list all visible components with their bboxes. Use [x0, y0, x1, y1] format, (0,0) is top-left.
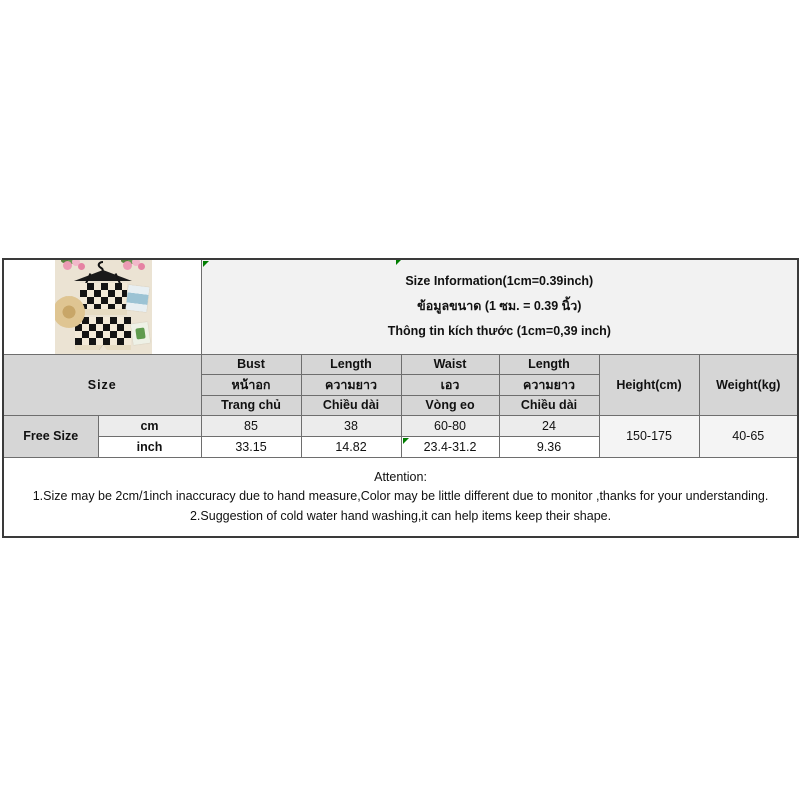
length2-cm-value: 24 — [499, 415, 599, 436]
excel-error-marker-icon — [403, 438, 409, 444]
unit-inch: inch — [98, 436, 201, 457]
size-chart-table — [2, 258, 799, 538]
header-waist-vi: Vòng eo — [401, 395, 499, 415]
title-line-vi: Thông tin kích thước (1cm=0,39 inch) — [387, 324, 611, 339]
checkered-crop-top — [80, 283, 127, 315]
header-bust-en: Bust — [201, 354, 301, 374]
bust-cm-value: 85 — [201, 415, 301, 436]
header-bust-vi: Trang chủ — [201, 395, 301, 415]
attention-line-2: 2.Suggestion of cold water hand washing,it can help items keep their shape. — [189, 508, 612, 523]
header-height: Height(cm) — [599, 354, 699, 415]
length2-inch-value: 9.36 — [499, 436, 599, 457]
height-value: 150-175 — [599, 415, 699, 457]
waist-inch-value — [401, 436, 499, 457]
header-length2-th: ความยาว — [499, 374, 599, 395]
header-weight: Weight(kg) — [699, 354, 798, 415]
length1-cm-value: 38 — [301, 415, 401, 436]
checkered-shorts — [75, 317, 131, 350]
header-waist-th: เอว — [401, 374, 499, 395]
header-length1-th: ความยาว — [301, 374, 401, 395]
blue-postcard — [126, 285, 150, 312]
excel-error-marker-icon — [396, 260, 401, 265]
attention-note — [3, 457, 798, 537]
title-line-en: Size Information(1cm=0.39inch) — [405, 274, 594, 289]
hanger-icon — [71, 260, 135, 284]
header-bust-th: หน้าอก — [201, 374, 301, 395]
product-photo-cell — [3, 259, 201, 354]
excel-error-marker-icon — [203, 261, 209, 267]
bust-inch-value: 33.15 — [201, 436, 301, 457]
waist-inch-text: 23.4-31.2 — [423, 439, 477, 454]
row-label-free-size: Free Size — [3, 415, 98, 457]
green-card — [131, 322, 151, 345]
header-length2-en: Length — [499, 354, 599, 374]
unit-cm: cm — [98, 415, 201, 436]
size-header: Size — [3, 354, 201, 415]
length1-inch-value: 14.82 — [301, 436, 401, 457]
header-length1-en: Length — [301, 354, 401, 374]
title-cell — [201, 259, 798, 354]
header-waist-en: Waist — [401, 354, 499, 374]
waist-cm-value: 60-80 — [401, 415, 499, 436]
title-line-th: ข้อมูลขนาด (1 ซม. = 0.39 นิ้ว) — [417, 299, 582, 314]
product-photo — [55, 260, 152, 354]
weight-value: 40-65 — [699, 415, 798, 457]
attention-line-1: 1.Size may be 2cm/1inch inaccuracy due to hand measure,Color may be little different due to monitor ,thanks for your understanding. — [32, 489, 769, 503]
attention-title: Attention: — [374, 469, 427, 484]
header-length2-vi: Chiều dài — [499, 395, 599, 415]
header-length1-vi: Chiều dài — [301, 395, 401, 415]
